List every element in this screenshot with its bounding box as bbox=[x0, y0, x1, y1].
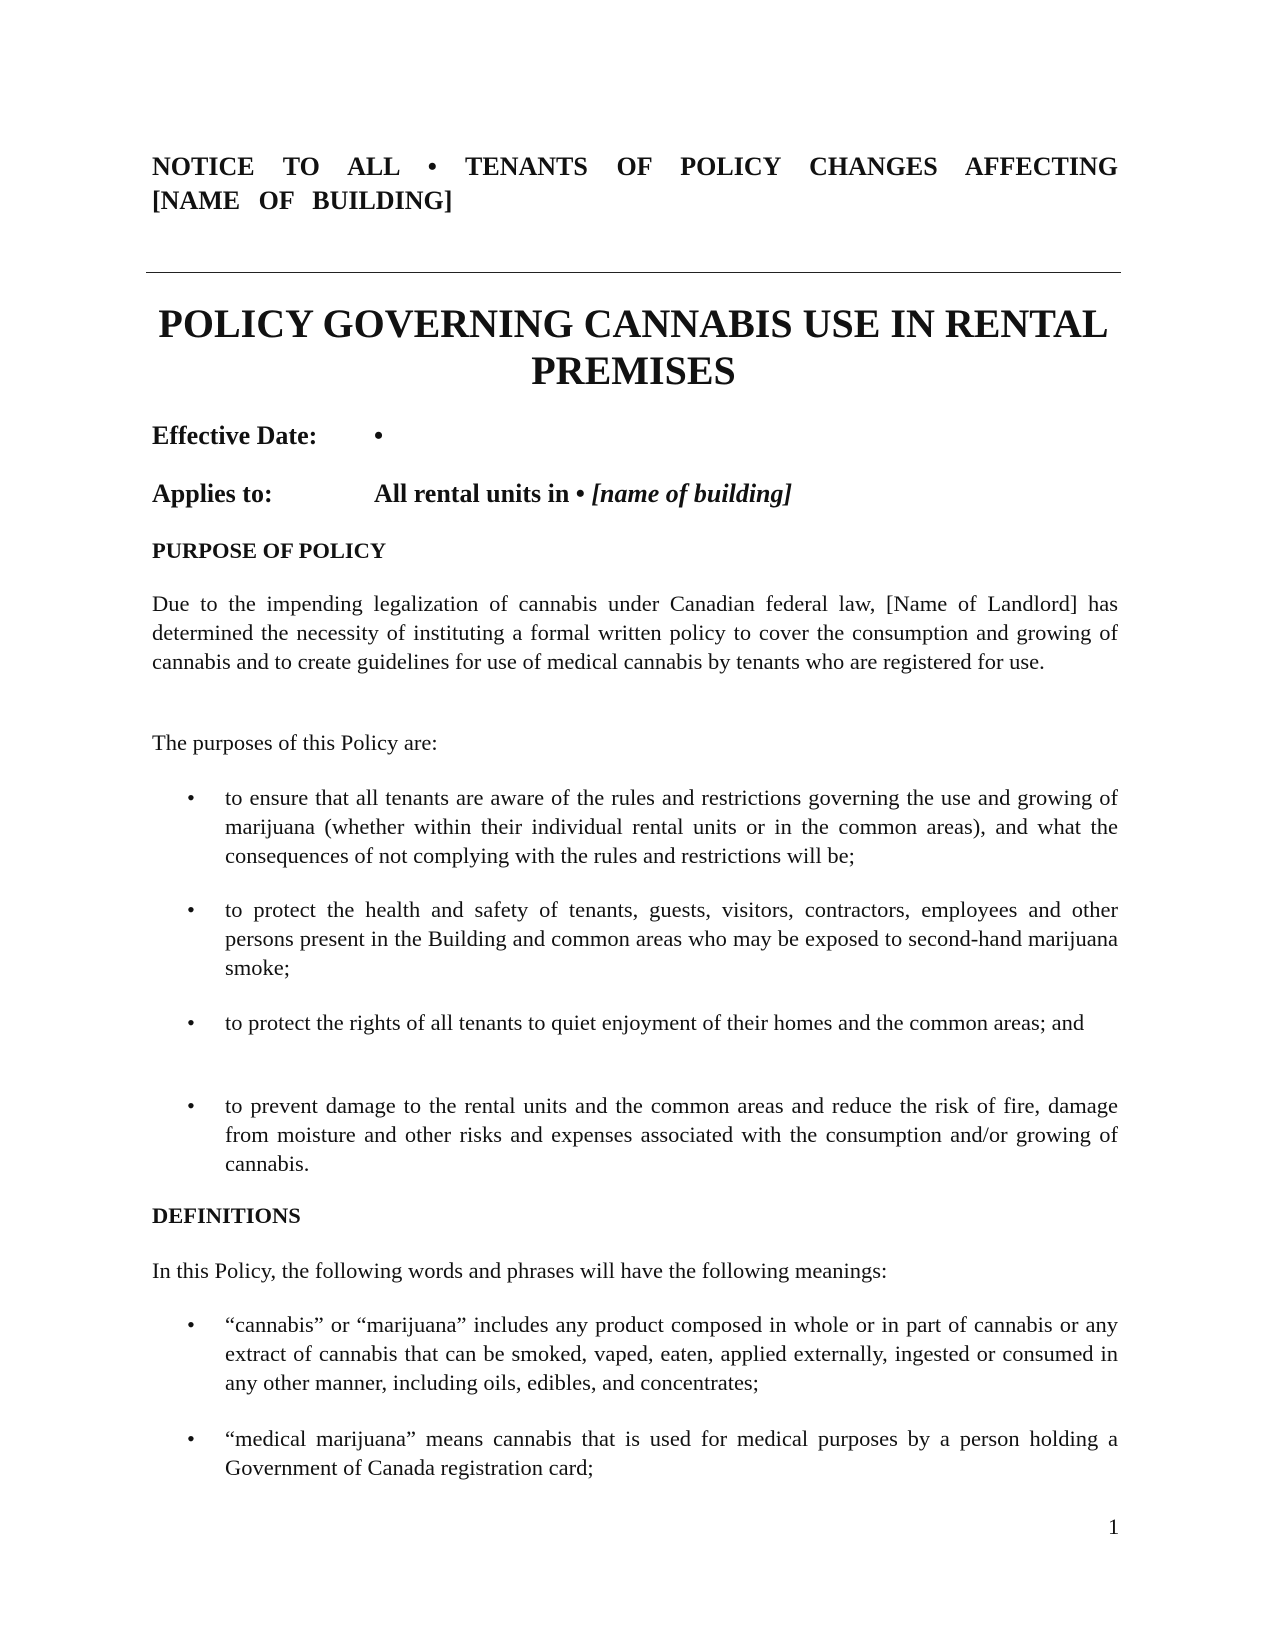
divider bbox=[146, 272, 1121, 273]
bullet-icon: • bbox=[187, 1093, 195, 1118]
applies-to-value-wrap bbox=[374, 477, 792, 511]
bullet-icon: • bbox=[187, 1312, 195, 1337]
effective-date-label: Effective Date: bbox=[152, 421, 318, 450]
purpose-paragraph: Due to the impending legalization of cannabis under Canadian federal law, [Name of Landlord] has determined the necessity of instituting a formal written policy to cover the consumption and growing of cannabis and to create guidelines for use of medical cannabis by tenants who are registered for use. bbox=[152, 591, 1118, 674]
list-item-text: to ensure that all tenants are aware of the rules and restrictions governing the use and growing of marijuana (whether within their individual rental units or in the common areas), and what the consequences of not complying with the rules and restrictions will be; bbox=[225, 785, 1118, 868]
applies-to-value: All rental units in • bbox=[374, 479, 592, 508]
effective-date-value: • bbox=[374, 421, 384, 450]
definitions-heading: DEFINITIONS bbox=[152, 1203, 301, 1228]
definitions-intro: In this Policy, the following words and phrases will have the following meanings: bbox=[152, 1258, 888, 1283]
list-item-text: to prevent damage to the rental units and the common areas and reduce the risk of fire, damage from moisture and other risks and expenses associated with the consumption and/or growing of cannabis. bbox=[225, 1093, 1118, 1176]
list-item bbox=[152, 1091, 1118, 1178]
list-item bbox=[152, 1310, 1118, 1397]
list-item-text: to protect the health and safety of tenants, guests, visitors, contractors, employees and other persons present in the Building and common areas who may be exposed to second-hand marijuana smoke; bbox=[225, 897, 1118, 980]
bullet-icon: • bbox=[187, 1426, 195, 1451]
purposes-intro: The purposes of this Policy are: bbox=[152, 730, 438, 755]
effective-date-row bbox=[152, 419, 1118, 453]
list-item bbox=[152, 1008, 1118, 1037]
page-number: 1 bbox=[1108, 1514, 1120, 1539]
notice-heading: NOTICE TO ALL • TENANTS OF POLICY CHANGES AFFECTING [NAME OF BUILDING] bbox=[152, 152, 1118, 215]
bullet-icon: • bbox=[187, 897, 195, 922]
applies-to-label: Applies to: bbox=[152, 479, 273, 508]
list-item bbox=[152, 1424, 1118, 1482]
page-title: POLICY GOVERNING CANNABIS USE IN RENTAL PREMISES bbox=[158, 301, 1109, 393]
list-item bbox=[152, 783, 1118, 870]
list-item bbox=[152, 895, 1118, 982]
list-item-text: to protect the rights of all tenants to quiet enjoyment of their homes and the common areas; and bbox=[225, 1010, 1085, 1035]
list-item-text: “medical marijuana” means cannabis that is used for medical purposes by a person holding a Government of Canada registration card; bbox=[225, 1426, 1118, 1480]
bullet-icon: • bbox=[187, 1010, 195, 1035]
purpose-heading: PURPOSE OF POLICY bbox=[152, 538, 387, 563]
applies-to-building: [name of building] bbox=[591, 479, 793, 508]
applies-to-row bbox=[152, 477, 1118, 511]
bullet-icon: • bbox=[187, 785, 195, 810]
list-item-text: “cannabis” or “marijuana” includes any product composed in whole or in part of cannabis or any extract of cannabis that can be smoked, vaped, eaten, applied externally, ingested or consumed in any other manner, including oils, edibles, and concentrates; bbox=[225, 1312, 1118, 1395]
